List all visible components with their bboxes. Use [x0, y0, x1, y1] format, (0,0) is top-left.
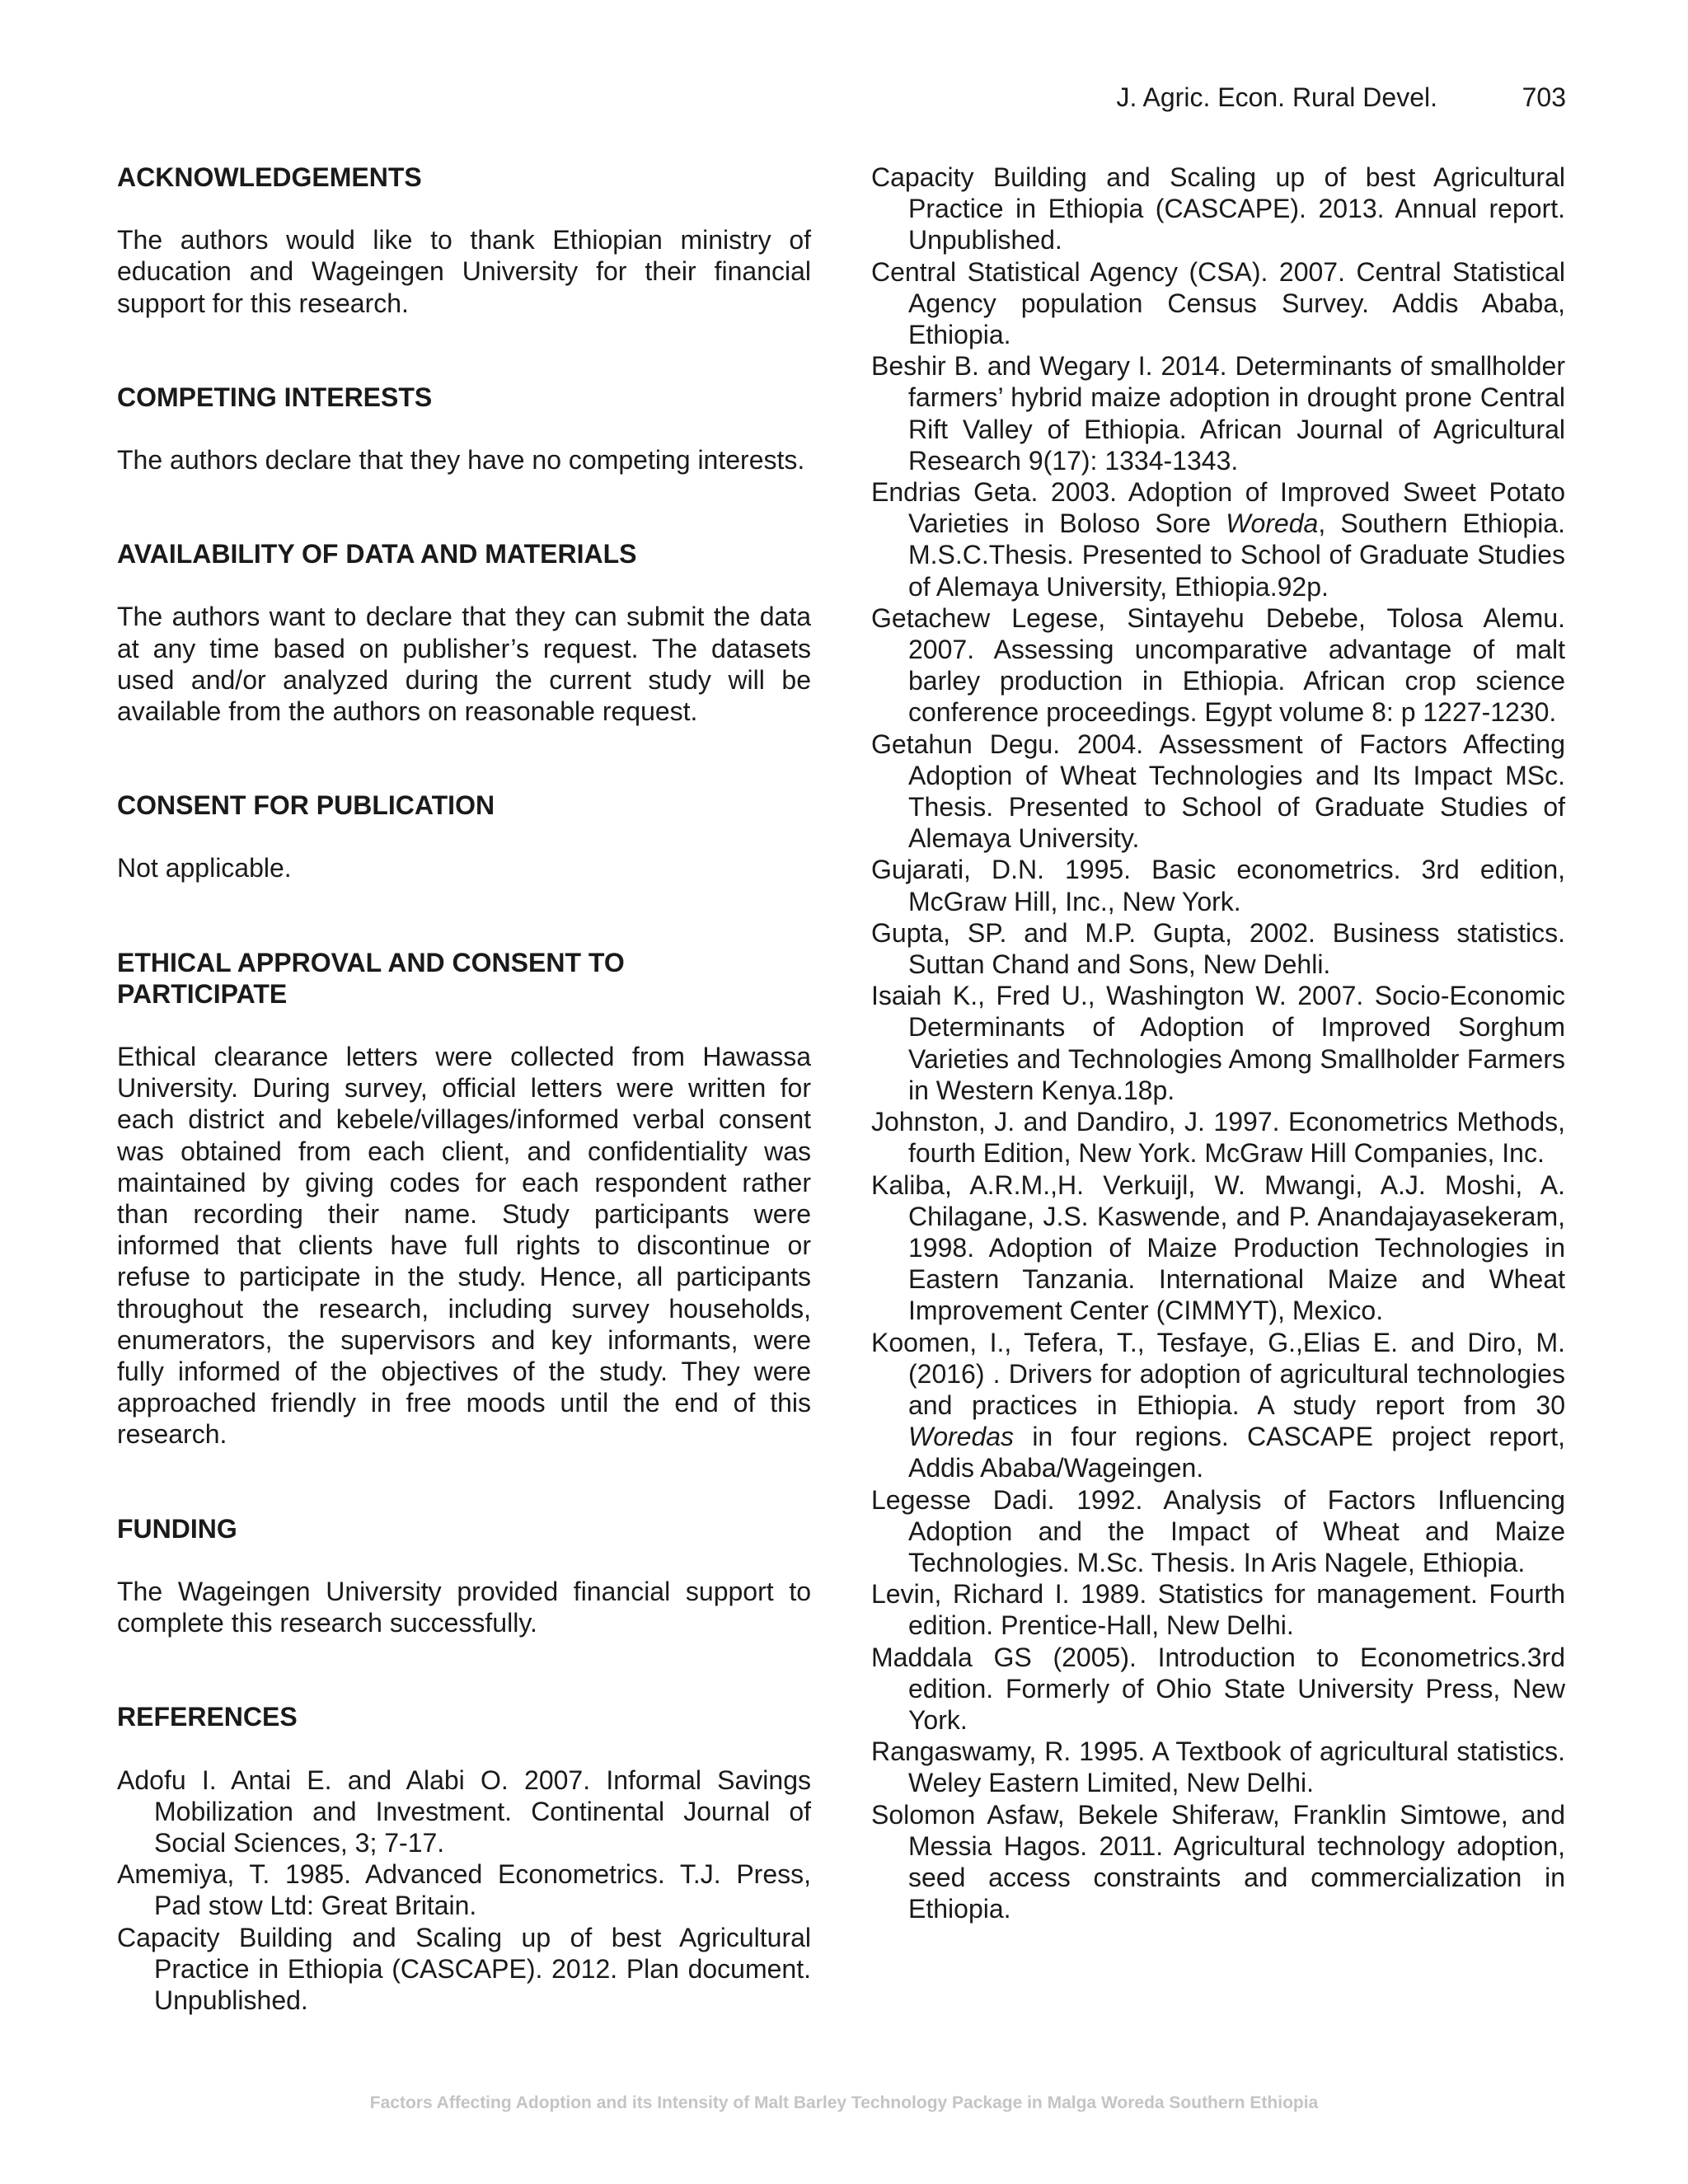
section-heading: ACKNOWLEDGEMENTS	[117, 162, 422, 192]
reference-text: Koomen, I., Tefera, T., Tesfaye, G.,Elias E. and Diro, M. (2016) . Drivers for adoption of agricultural technologies and practices in Ethiopia. A study report from 30	[871, 1327, 1565, 1420]
running-header	[989, 79, 1566, 115]
reference-item	[871, 1642, 1565, 1736]
reference-text: Gupta, SP. and M.P. Gupta, 2002. Business statistics. Suttan Chand and Sons, New Dehli.	[871, 917, 1565, 980]
reference-text: Gujarati, D.N. 1995. Basic econometrics. 3rd edition, McGraw Hill, Inc., New York.	[871, 855, 1565, 916]
section-consent-publication	[117, 790, 811, 883]
left-column	[117, 162, 811, 2016]
section-competing-interests	[117, 382, 811, 476]
reference-item	[871, 602, 1565, 729]
reference-item: Amemiya, T. 1985. Advanced Econometrics. T.J. Press, Pad stow Ltd: Great Britain.	[117, 1859, 811, 1921]
section-ethical-approval	[117, 947, 811, 1451]
section-heading: CONSENT FOR PUBLICATION	[117, 790, 495, 821]
reference-text: Kaliba, A.R.M.,H. Verkuijl, W. Mwangi, A.J. Moshi, A. Chilagane, J.S. Kaswende, and P. Anandajayasekeram, 1998. Adoption of Maize Production Technologies in Eastern Tanzania. International Maize and Wheat Improvement Center (CIMMYT), Mexico.	[871, 1169, 1565, 1326]
reference-italic: Woredas	[908, 1422, 1015, 1452]
reference-text: Johnston, J. and Dandiro, J. 1997. Econometrics Methods, fourth Edition, New York. McGraw Hill Companies, Inc.	[871, 1107, 1565, 1169]
reference-text: Getachew Legese, Sintayehu Debebe, Tolosa Alemu. 2007. Assessing uncomparative advantage of malt barley production in Ethiopia. African crop science conference proceedings. Egypt volume 8: p 1227-1230.	[871, 602, 1565, 728]
reference-text: Isaiah K., Fred U., Washington W. 2007. Socio-Economic Determinants of Adoption of Improved Sorghum Varieties and Technologies Among Smallholder Farmers in Western Kenya.18p.	[871, 981, 1565, 1105]
reference-item	[871, 1169, 1565, 1327]
section-text: The Wageingen University provided financial support to complete this research successfully.	[117, 1576, 811, 1638]
reference-list-left	[117, 1765, 811, 2017]
section-funding	[117, 1513, 811, 1639]
reference-italic: Woreda	[1226, 509, 1319, 539]
reference-list-right	[871, 162, 1565, 1924]
section-text: The authors declare that they have no competing interests.	[117, 445, 805, 476]
reference-item: Capacity Building and Scaling up of best Agricultural Practice in Ethiopia (CASCAPE). 2012. Plan document. Unpublished.	[117, 1922, 811, 2015]
reference-item	[871, 1327, 1565, 1484]
section-text: Not applicable.	[117, 853, 292, 883]
reference-item	[871, 350, 1565, 476]
section-acknowledgements	[117, 162, 811, 319]
page-number: 703	[1522, 82, 1566, 112]
reference-item	[871, 1736, 1565, 1798]
section-heading: AVAILABILITY OF DATA AND MATERIALS	[117, 539, 637, 569]
reference-text: Beshir B. and Wegary I. 2014. Determinants of smallholder farmers’ hybrid maize adoption in drought prone Central Rift Valley of Ethiopia. African Journal of Agricultural Research 9(17): 1334-1343.	[871, 351, 1565, 476]
reference-text: Central Statistical Agency (CSA). 2007. Central Statistical Agency population Census Survey. Addis Ababa, Ethiopia.	[871, 256, 1565, 350]
reference-text: Solomon Asfaw, Bekele Shiferaw, Franklin Simtowe, and Messia Hagos. 2011. Agricultural technology adoption, seed access constraints and commercialization in Ethiopia.	[871, 1799, 1565, 1924]
reference-item	[871, 1578, 1565, 1641]
reference-text: Maddala GS (2005). Introduction to Econometrics.3rd edition. Formerly of Ohio State University Press, New York.	[871, 1642, 1565, 1735]
section-text: Ethical clearance letters were collected from Hawassa University. During survey, official letters were written for each district and kebele/villages/informed verbal consent was obtained from each client, and confidentiality was maintained by giving codes for each respondent rather than recording their name. Study participants were informed that clients have full rights to discontinue or refuse to participate in the study. Hence, all participants throughout the research, including survey households, enumerators, the supervisors and key informants, were fully informed of the objectives of the study. They were approached friendly in free moods until the end of this research.	[117, 1042, 811, 1450]
reference-item	[871, 854, 1565, 916]
reference-item	[871, 1799, 1565, 1925]
reference-item: Adofu I. Antai E. and Alabi O. 2007. Informal Savings Mobilization and Investment. Continental Journal of Social Sciences, 3; 7-17.	[117, 1765, 811, 1858]
reference-item	[871, 980, 1565, 1106]
reference-item	[871, 729, 1565, 855]
reference-item	[871, 476, 1565, 602]
page-footer: Factors Affecting Adoption and its Intensity of Malt Barley Technology Package in Malga Woreda Southern Ethiopia	[369, 2093, 1319, 2112]
reference-text: Endrias Geta. 2003. Adoption of Improved Sweet Potato Varieties in Boloso Sore	[871, 477, 1565, 539]
section-heading: COMPETING INTERESTS	[117, 382, 433, 412]
section-text: The authors want to declare that they can submit the data at any time based on publisher’s request. The datasets used and/or analyzed during the current study will be available from the authors on reasonable request.	[117, 602, 811, 727]
section-availability	[117, 538, 811, 727]
reference-text: Legesse Dadi. 1992. Analysis of Factors Influencing Adoption and the Impact of Wheat and Maize Technologies. M.Sc. Thesis. In Aris Nagele, Ethiopia.	[871, 1484, 1565, 1577]
reference-text: Getahun Degu. 2004. Assessment of Factors Affecting Adoption of Wheat Technologies and Its Impact MSc. Thesis. Presented to School of Graduate Studies of Alemaya University.	[871, 729, 1565, 854]
journal-name: J. Agric. Econ. Rural Devel.	[1116, 82, 1437, 112]
reference-item	[871, 162, 1565, 256]
section-heading: FUNDING	[117, 1513, 237, 1544]
reference-text: , Southern Ethiopia. M.S.C.Thesis. Presented to School of Graduate Studies of Alemaya University, Ethiopia.92p.	[908, 509, 1566, 602]
section-references	[117, 1701, 811, 2016]
references-heading: REFERENCES	[117, 1702, 298, 1732]
reference-item	[871, 256, 1565, 351]
right-column	[871, 162, 1565, 1924]
reference-text: Levin, Richard I. 1989. Statistics for management. Fourth edition. Prentice-Hall, New Delhi.	[871, 1579, 1565, 1641]
reference-item	[871, 1106, 1565, 1169]
reference-text: Capacity Building and Scaling up of best Agricultural Practice in Ethiopia (CASCAPE). 2013. Annual report. Unpublished.	[871, 162, 1565, 255]
reference-item	[871, 1484, 1565, 1579]
section-heading: ETHICAL APPROVAL AND CONSENT TO PARTICIPATE	[117, 947, 625, 1009]
reference-text: Rangaswamy, R. 1995. A Textbook of agricultural statistics. Weley Eastern Limited, New Delhi.	[871, 1736, 1565, 1798]
reference-item	[871, 917, 1565, 980]
reference-text: in four regions. CASCAPE project report, Addis Ababa/Wageingen.	[908, 1422, 1565, 1483]
section-text: The authors would like to thank Ethiopian ministry of education and Wageingen University for their financial support for this research.	[117, 225, 811, 318]
